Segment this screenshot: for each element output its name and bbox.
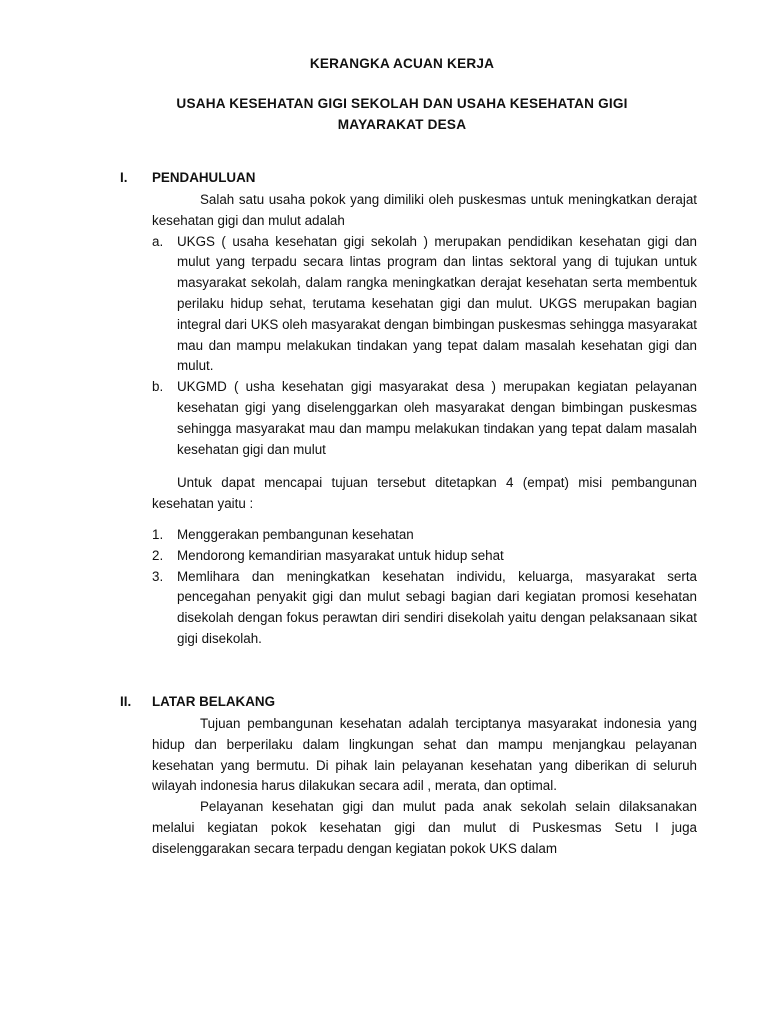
list-text-b: UKGMD ( usha kesehatan gigi masyarakat desa ) merupakan kegiatan pelayanan kesehatan gigi yang diselenggarkan oleh masyarakat dengan bimbingan puskesmas sehingga masyarakat mau dan mampu melakukan tindakan yang tepat dalam masalah kesehatan gigi dan mulut: [177, 379, 697, 457]
mission-item-2: [152, 546, 697, 567]
mission-list: [152, 525, 697, 650]
mission-intro-block: [152, 473, 697, 515]
document-subtitle-line2: MAYARAKAT DESA: [337, 117, 467, 132]
title-block: [150, 55, 654, 135]
mission-item-1: [152, 525, 697, 546]
section-2-paragraph-2: Pelayanan kesehatan gigi dan mulut pada anak sekolah selain dilaksanakan melalui kegiatan pokok kesehatan gigi dan mulut di Puskesmas Setu I juga diselenggarakan secara terpadu dengan kegiatan pokok UKS dalam: [152, 799, 697, 856]
section-1-title: PENDAHULUAN: [152, 170, 256, 185]
section-2-number: II.: [120, 694, 132, 709]
mission-marker-2: 2.: [152, 547, 164, 563]
section-1-heading: [0, 170, 768, 190]
list-item-a: [152, 232, 697, 378]
mission-marker-3: 3.: [152, 568, 164, 584]
mission-marker-1: 1.: [152, 527, 164, 542]
mission-text-2: Mendorong kemandirian masyarakat untuk hidup sehat: [177, 547, 504, 563]
list-marker-b: b.: [152, 379, 164, 395]
section-1-body: [152, 190, 697, 460]
section-1-intro: Salah satu usaha pokok yang dimiliki oleh puskesmas untuk meningkatkan derajat kesehatan gigi dan mulut adalah: [152, 192, 697, 228]
mission-text-1: Menggerakan pembangunan kesehatan: [177, 527, 414, 542]
document-title: KERANGKA ACUAN KERJA: [309, 56, 495, 71]
section-2-title: LATAR BELAKANG: [152, 694, 275, 709]
section-2-body: [152, 714, 697, 860]
mission-text-3: Memlihara dan meningkatkan kesehatan individu, keluarga, masyarakat serta pencegahan penyakit gigi dan mulut sebagi bagian dari kegiatan promosi kesehatan disekolah dengan fokus perawtan diri sendiri disekolah yaitu dengan pelaksanaan sikat gigi disekolah.: [177, 568, 697, 646]
list-text-a: UKGS ( usaha kesehatan gigi sekolah ) merupakan pendidikan kesehatan gigi dan mulut yang terpadu secara lintas program dan lintas sektoral yang di tujukan untuk masyarakat sekolah, dalam rangka meningkatkan derajat kesehatan serta membentuk perilaku hidup sehat, terutama kesehatan gigi dan mulut. UKGS merupakan bagian integral dari UKS oleh masyarakat dengan bimbingan puskesmas sehingga masyarakat mau dan mampu melakukan tindakan yang tepat dalam masalah kesehatan gigi dan mulut.: [177, 233, 697, 374]
mission-item-3: [152, 567, 697, 650]
section-2-paragraph-1: Tujuan pembangunan kesehatan adalah terciptanya masyarakat indonesia yang hidup dan berperilaku dalam lingkungan sehat dan mampu menjangkau pelayanan kesehatan yang bermutu. Di pihak lain pelayanan kesehatan yang diberikan di seluruh wilayah indonesia harus dilakukan secara adil , merata, dan optimal.: [152, 716, 697, 794]
section-2-heading: [0, 694, 768, 714]
section-1-number: I.: [120, 170, 128, 185]
list-marker-a: a.: [152, 233, 164, 249]
mission-intro: Untuk dapat mencapai tujuan tersebut ditetapkan 4 (empat) misi pembangunan kesehatan yaitu :: [152, 475, 697, 511]
list-item-b: [152, 377, 697, 460]
document-subtitle-line1: USAHA KESEHATAN GIGI SEKOLAH DAN USAHA KESEHATAN GIGI: [176, 96, 628, 111]
